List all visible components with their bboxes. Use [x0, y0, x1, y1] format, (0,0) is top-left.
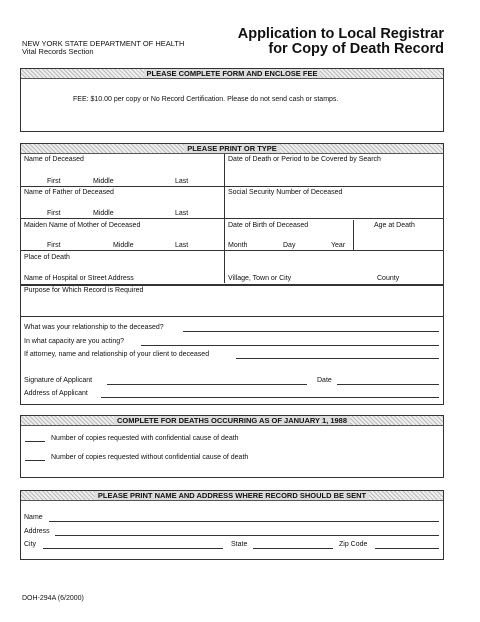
section-name: Vital Records Section	[22, 47, 94, 56]
label-copies-with-cause: Number of copies requested with confidential cause of death	[51, 435, 239, 442]
label-first-2: First	[47, 210, 61, 217]
label-father: Name of Father of Deceased	[24, 189, 114, 196]
label-date-of-death: Date of Death or Period to be Covered by Search	[228, 156, 381, 163]
label-last-3: Last	[175, 242, 189, 249]
label-first-1: First	[47, 178, 61, 185]
label-hospital: Name of Hospital or Street Address	[24, 275, 134, 282]
label-relationship: What was your relationship to the deceased?	[24, 324, 164, 331]
confidential-banner: COMPLETE FOR DEATHS OCCURRING AS OF JANUARY 1, 1988	[21, 416, 443, 426]
capacity-field[interactable]	[141, 345, 439, 346]
mail-banner: PLEASE PRINT NAME AND ADDRESS WHERE RECORD SHOULD BE SENT	[21, 491, 443, 501]
label-middle-1: Middle	[93, 178, 114, 185]
label-dob: Date of Birth of Deceased	[228, 222, 309, 229]
label-age: Age at Death	[374, 222, 415, 229]
label-city: City	[24, 541, 37, 548]
label-signature: Signature of Applicant	[24, 377, 93, 384]
copies-with-cause-field[interactable]	[25, 441, 45, 442]
label-middle-2: Middle	[93, 210, 114, 217]
confidential-box	[20, 415, 444, 478]
applicant-address-field[interactable]	[101, 397, 439, 398]
label-village: Village, Town or City	[228, 275, 292, 282]
print-banner: PLEASE PRINT OR TYPE	[21, 144, 443, 154]
label-mail-address: Address	[24, 528, 50, 535]
label-first-3: First	[47, 242, 61, 249]
title-line-2: for Copy of Death Record	[268, 41, 444, 57]
label-county: County	[377, 275, 400, 282]
label-month: Month	[228, 242, 248, 249]
form-title	[238, 27, 444, 57]
label-copies-without-cause: Number of copies requested without confidential cause of death	[51, 454, 249, 461]
label-zip: Zip Code	[339, 541, 368, 548]
label-year: Year	[331, 242, 346, 249]
mail-box	[20, 490, 444, 560]
attorney-field[interactable]	[236, 358, 439, 359]
mail-name-field[interactable]	[49, 521, 439, 522]
label-attorney: If attorney, name and relationship of your client to deceased	[24, 351, 210, 358]
signature-field[interactable]	[107, 384, 307, 385]
label-mother: Maiden Name of Mother of Deceased	[24, 222, 141, 229]
copies-without-cause-field[interactable]	[25, 460, 45, 461]
label-state: State	[231, 541, 248, 548]
label-middle-3: Middle	[113, 242, 134, 249]
label-capacity: In what capacity are you acting?	[24, 338, 125, 345]
label-mail-name: Name	[24, 514, 43, 521]
agency-name: NEW YORK STATE DEPARTMENT OF HEALTH	[22, 39, 185, 48]
date-field[interactable]	[337, 384, 439, 385]
label-date: Date	[317, 377, 332, 384]
form-id: DOH-294A (6/2000)	[22, 595, 84, 602]
fee-box	[20, 68, 444, 132]
title-line-1: Application to Local Registrar	[237, 26, 444, 42]
label-name-of-deceased: Name of Deceased	[24, 156, 84, 163]
city-field[interactable]	[43, 548, 223, 549]
fee-text: FEE: $10.00 per copy or No Record Certification. Please do not send cash or stamps.	[73, 96, 339, 103]
label-day: Day	[283, 242, 296, 249]
label-place: Place of Death	[24, 254, 70, 261]
print-box	[20, 143, 444, 405]
label-last-2: Last	[175, 210, 189, 217]
label-applicant-address: Address of Applicant	[24, 390, 88, 397]
label-last-1: Last	[175, 178, 189, 185]
state-field[interactable]	[253, 548, 333, 549]
zip-field[interactable]	[375, 548, 439, 549]
label-ssn: Social Security Number of Deceased	[228, 189, 343, 196]
fee-banner: PLEASE COMPLETE FORM AND ENCLOSE FEE	[21, 69, 443, 79]
mail-address-field[interactable]	[55, 535, 439, 536]
agency-block	[22, 40, 184, 56]
label-purpose: Purpose for Which Record is Required	[24, 287, 144, 294]
relationship-field[interactable]	[183, 331, 439, 332]
